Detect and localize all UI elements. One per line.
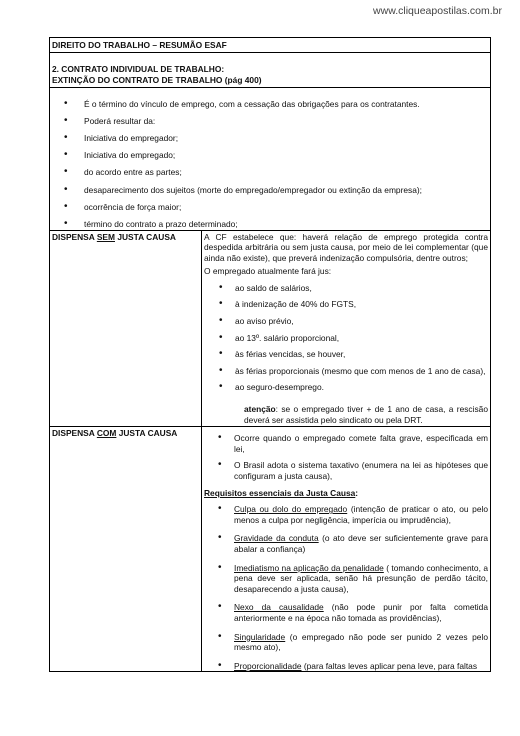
list-item: • Iniciativa do empregador;	[52, 133, 488, 144]
entitlements-intro: O empregado atualmente fará jus:	[204, 266, 332, 277]
list-item: • Culpa ou dolo do empregado (intenção de praticar o ato, ou pelo menos a culpa por negligência, imperícia ou imprudência),	[204, 504, 488, 525]
list-item: • O Brasil adota o sistema taxativo (enumera na lei as hipóteses que configuram a justa causa),	[204, 460, 488, 481]
list-item: • Nexo da causalidade (não pode punir por falta cometida anteriormente e na época não tomada as providências),	[204, 602, 488, 623]
list-item: • Gravidade da conduta (o ato deve ser suficientemente grave para abalar a confiança)	[204, 533, 488, 554]
list-item: • desaparecimento dos sujeitos (morte do empregado/empregador ou extinção da empresa);	[52, 185, 488, 196]
section-subtitle: EXTINÇÃO DO CONTRATO DE TRABALHO (pág 400)	[52, 74, 262, 85]
list-item: • Iniciativa do empregado;	[52, 150, 488, 161]
requisitos-heading: Requisitos essenciais da Justa Causa:	[204, 487, 359, 498]
list-item: • ao aviso prévio,	[204, 316, 488, 327]
cf-paragraph: A CF estabelece que: haverá relação de emprego protegida contra despedida arbitrária ou sem justa causa, por meio de lei complementar (que ainda não existe), que preverá indenização compulsória, dentre outros;	[204, 231, 488, 263]
sem-justa-causa-label: DISPENSA SEM JUSTA CAUSA	[50, 230, 202, 427]
document-table	[49, 37, 491, 672]
site-url: www.cliqueapostilas.com.br	[373, 5, 502, 17]
intro-list	[52, 99, 488, 230]
com-justa-causa-content	[202, 427, 491, 672]
com-justa-causa-label: DISPENSA COM JUSTA CAUSA	[50, 427, 202, 672]
list-item: • às férias vencidas, se houver,	[204, 349, 488, 360]
entitlements-list	[204, 283, 488, 393]
intro-row	[50, 87, 491, 230]
attention-note: atenção: se o empregado tiver + de 1 ano de casa, a rescisão deverá ser assistida pelo sindicato ou pela DRT.	[244, 404, 488, 425]
justa-causa-list	[204, 433, 488, 481]
list-item: • às férias proporcionais (mesmo que com menos de 1 ano de casa),	[204, 366, 488, 377]
com-justa-causa-row	[50, 427, 491, 672]
header-title: DIREITO DO TRABALHO – RESUMÃO ESAF	[50, 38, 491, 53]
section-title: 2. CONTRATO INDIVIDUAL DE TRABALHO:	[52, 63, 225, 74]
list-item: • à indenização de 40% do FGTS,	[204, 299, 488, 310]
sem-justa-causa-row	[50, 230, 491, 427]
section-row	[50, 52, 491, 87]
list-item: • Proporcionalidade (para faltas leves aplicar pena leve, para faltas	[204, 661, 488, 672]
list-item: • ao 13º. salário proporcional,	[204, 333, 488, 344]
list-item: • Singularidade (o empregado não pode ser punido 2 vezes pelo mesmo ato),	[204, 632, 488, 653]
list-item: • Imediatismo na aplicação da penalidade ( tomando conhecimento, a pena deve ser aplicada, senão há presunção de perdão tácito, desaparecendo a justa causa),	[204, 563, 488, 595]
intro-cell	[50, 87, 491, 230]
list-item: • Poderá resultar da:	[52, 116, 488, 127]
list-item: • do acordo entre as partes;	[52, 167, 488, 178]
list-item: • ao saldo de salários,	[204, 283, 488, 294]
header-row	[50, 38, 491, 53]
list-item: • ocorrência de força maior;	[52, 202, 488, 213]
list-item: • término do contrato a prazo determinado;	[52, 219, 488, 230]
list-item: • É o término do vínculo de emprego, com a cessação das obrigações para os contratantes.	[52, 99, 488, 110]
sem-justa-causa-content	[202, 230, 491, 427]
list-item: • ao seguro-desemprego.	[204, 382, 488, 393]
requisitos-list	[204, 504, 488, 671]
section-heading	[50, 52, 491, 87]
list-item: • Ocorre quando o empregado comete falta grave, especificada em lei,	[204, 433, 488, 454]
